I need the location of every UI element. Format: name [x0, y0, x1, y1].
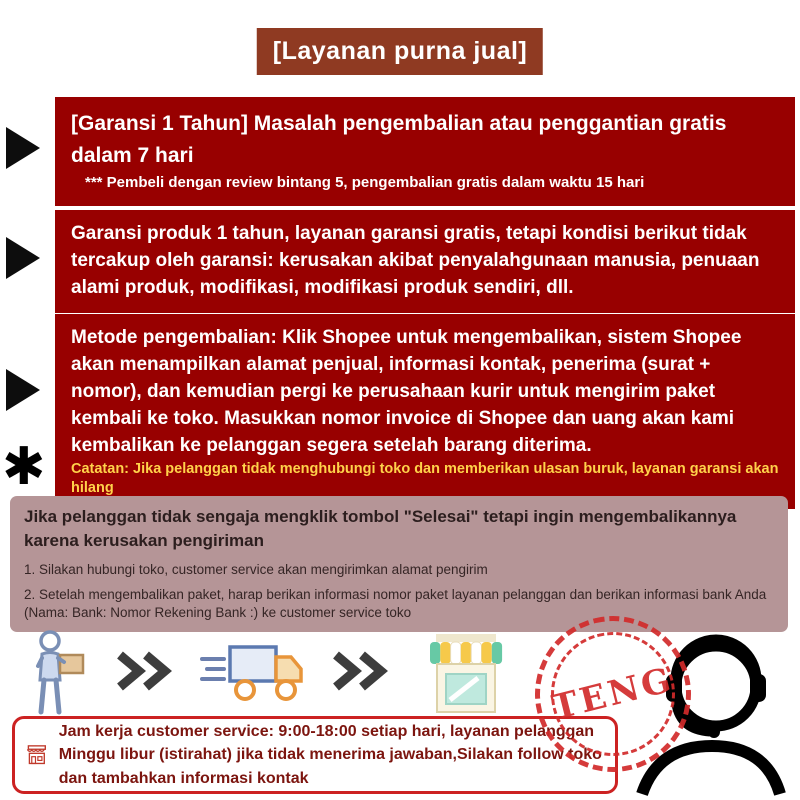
warranty-subnote: *** Pembeli dengan review bintang 5, pengembalian gratis dalam waktu 15 hari — [85, 174, 645, 191]
chevrons-right-icon — [112, 650, 174, 692]
warranty-conditions-text: Garansi produk 1 tahun, layanan garansi gratis, tetapi kondisi berikut tidak tercakup oleh garansi: kerusakan akibat penyalahgunaan manusia, penuaan alami produk, modifikasi, modifikasi produk sendiri, dll. — [71, 223, 760, 298]
panel-intro: Jika pelanggan tidak sengaja mengklik tombol "Selesai" tetapi ingin mengembalikannya karena kerusakan pengiriman — [24, 507, 737, 550]
chevrons-right-icon — [328, 650, 390, 692]
storefront-icon — [424, 626, 508, 716]
return-method-note: Catatan: Jika pelanggan tidak menghubungi toko dan memberikan ulasan buruk, layanan garansi akan hilang — [71, 460, 779, 496]
store-front-icon — [25, 726, 49, 784]
page-title: [Layanan purna jual] — [257, 28, 543, 75]
panel-step-1: 1. Silakan hubungi toko, customer service akan mengirimkan alamat pengirim — [24, 561, 488, 577]
panel-step-2: 2. Setelah mengembalikan paket, harap berikan informasi nomor paket layanan pelanggan dan berikan informasi bank Anda (Nama: Bank: Nomor Rekening Bank :) ke customer service toko — [24, 586, 767, 621]
arrow-right-icon — [6, 369, 40, 411]
warranty-heading: [Garansi 1 Tahun] Masalah pengembalian atau penggantian gratis dalam 7 hari — [71, 112, 727, 167]
working-hours-text: Jam kerja customer service: 9:00-18:00 setiap hari, layanan pelanggan Minggu libur (istirahat) jika tidak menerima jawaban,Silakan follow toko dan tambahkan informasi kontak — [58, 723, 602, 787]
working-hours-card — [12, 716, 618, 794]
asterisk-icon: ✱ — [2, 438, 46, 496]
arrow-right-icon — [6, 237, 40, 279]
courier-person-icon — [20, 628, 102, 718]
accidental-complete-panel — [10, 496, 788, 632]
warranty-summary-block — [55, 97, 795, 206]
delivery-truck-icon — [198, 633, 310, 711]
stamp-inner-ring — [538, 619, 688, 769]
warranty-conditions-block — [55, 210, 795, 313]
return-method-block — [55, 314, 795, 509]
stamp-text: TENG — [548, 659, 678, 729]
return-method-text: Metode pengembalian: Klik Shopee untuk mengembalikan, sistem Shopee akan menampilkan alamat penjual, informasi kontak, penerima (surat + nomor), dan kemudian pergi ke perusahaan kurir untuk mengirim paket kembali ke toko. Masukkan nomor invoice di Shopee dan uang akan kami kembalikan ke pelanggan segera setelah barang diterima. — [71, 327, 742, 456]
arrow-right-icon — [6, 127, 40, 169]
